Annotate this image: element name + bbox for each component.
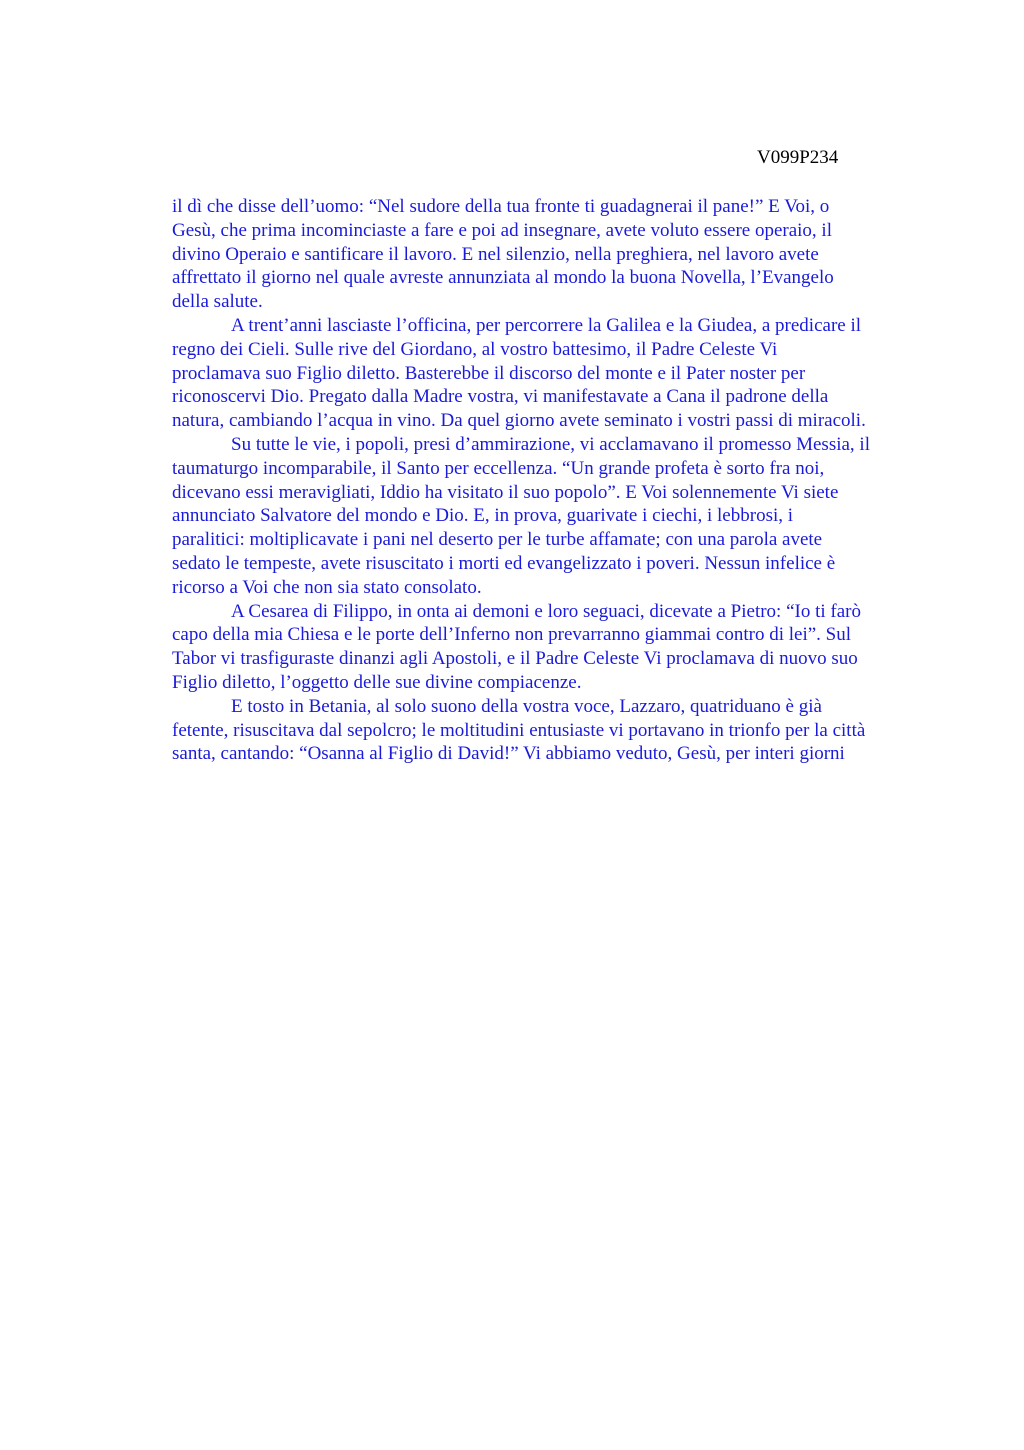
document-body bbox=[172, 195, 932, 766]
text-line: santa, cantando: “Osanna al Figlio di David!” Vi abbiamo veduto, Gesù, per interi giorni bbox=[172, 743, 845, 765]
text-line: della salute. bbox=[172, 291, 263, 313]
text-line: taumaturgo incomparabile, il Santo per eccellenza. “Un grande profeta è sorto fra noi, bbox=[172, 457, 825, 479]
text-line: ricorso a Voi che non sia stato consolato. bbox=[172, 576, 482, 598]
text-line: A trent’anni lasciaste l’officina, per percorrere la Galilea e la Giudea, a predicare il bbox=[231, 314, 862, 336]
text-line: dicevano essi meravigliati, Iddio ha visitato il suo popolo”. E Voi solennemente Vi siete bbox=[172, 481, 839, 503]
text-line: A Cesarea di Filippo, in onta ai demoni e loro seguaci, dicevate a Pietro: “Io ti farò bbox=[231, 600, 861, 622]
text-line: riconoscervi Dio. Pregato dalla Madre vostra, vi manifestavate a Cana il padrone della bbox=[172, 386, 829, 408]
text-line: Tabor vi trasfiguraste dinanzi agli Apostoli, e il Padre Celeste Vi proclamava di nuovo suo bbox=[172, 648, 858, 670]
paragraph bbox=[172, 695, 932, 766]
text-line: proclamava suo Figlio diletto. Basterebbe il discorso del monte e il Pater noster per bbox=[172, 362, 806, 384]
text-line: annunciato Salvatore del mondo e Dio. E, in prova, guarivate i ciechi, i lebbrosi, i bbox=[172, 505, 794, 527]
text-line: divino Operaio e santificare il lavoro. E nel silenzio, nella preghiera, nel lavoro avete bbox=[172, 243, 819, 265]
text-line: affrettato il giorno nel quale avreste annunziata al mondo la buona Novella, l’Evangelo bbox=[172, 267, 834, 289]
text-line: Figlio diletto, l’oggetto delle sue divine compiacenze. bbox=[172, 671, 582, 693]
page-reference: V099P234 bbox=[757, 147, 839, 168]
paragraph bbox=[172, 600, 932, 695]
text-line: fetente, risuscitava dal sepolcro; le moltitudini entusiaste vi portavano in trionfo per la città bbox=[172, 719, 866, 741]
paragraph bbox=[172, 433, 932, 600]
text-line: il dì che disse dell’uomo: “Nel sudore della tua fronte ti guadagnerai il pane!” E Voi, o bbox=[172, 196, 830, 217]
text-line: E tosto in Betania, al solo suono della vostra voce, Lazzaro, quatriduano è già bbox=[231, 695, 822, 717]
paragraph bbox=[172, 314, 932, 433]
text-line: sedato le tempeste, avete risuscitato i morti ed evangelizzato i poveri. Nessun infelice è bbox=[172, 552, 836, 574]
text-line: Su tutte le vie, i popoli, presi d’ammirazione, vi acclamavano il promesso Messia, il bbox=[231, 433, 870, 455]
text-line: capo della mia Chiesa e le porte dell’Inferno non prevarranno giammai contro di lei”. Sul bbox=[172, 624, 852, 646]
text-line: Gesù, che prima incominciaste a fare e poi ad insegnare, avete voluto essere operaio, il bbox=[172, 219, 832, 241]
paragraph bbox=[172, 195, 932, 314]
text-line: regno dei Cieli. Sulle rive del Giordano, al vostro battesimo, il Padre Celeste Vi bbox=[172, 338, 778, 360]
text-line: paralitici: moltiplicavate i pani nel deserto per le turbe affamate; con una parola avete bbox=[172, 529, 823, 551]
text-line: natura, cambiando l’acqua in vino. Da quel giorno avete seminato i vostri passi di miracoli. bbox=[172, 410, 866, 432]
